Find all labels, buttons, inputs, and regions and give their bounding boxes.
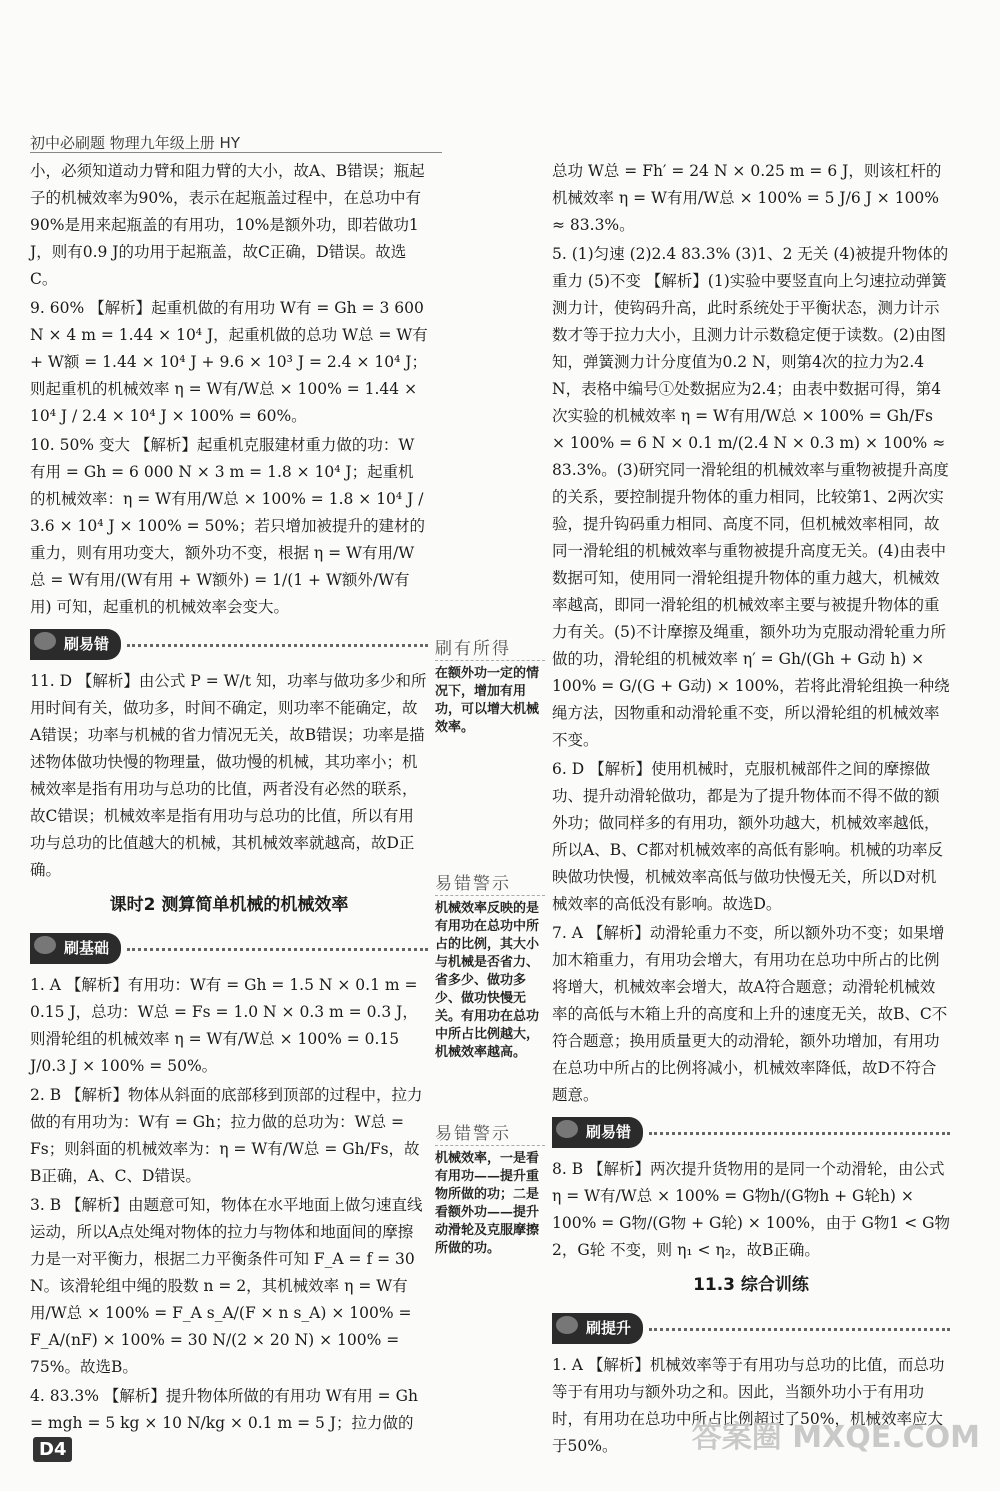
section-title: 11.3 综合训练 (693, 1275, 809, 1295)
paragraph: 7. A 【解析】动滑轮重力不变，所以额外功不变；如果增加木箱重力，有用功会增大，有用功在总功中所占的比例将增大，机械效率会增大，故A符合题意；动滑轮机械效率的高低与木箱上升的高度和上升的速度无关，故B、C不符合题意；换用质量更大的动滑轮，额外功增加，有用功在总功中所占的比例将减小，机械效率降低，故D不符合题意。 (552, 924, 948, 1104)
paragraph: 3. B 【解析】由题意可知，物体在水平地面上做匀速直线运动，所以A点处绳对物体的拉力与物体和地面间的摩擦力是一对平衡力，根据二力平衡条件可知 F_A = f = 30 N。该滑轮组中绳的股数 n = 2，其机械效率 η = W有用/W总 × 100% = F_A s_A/(F × n s_A) × 100% = F_A/(nF) × 100% = 30 N/(2 × 20 N) × 100% = 75%。故选B。 (30, 1196, 423, 1376)
watermark: 答案圈 MXQE.COM (691, 1420, 980, 1455)
page-number: D4 (33, 1437, 72, 1462)
note-text: 机械效率反映的是有用功在总功中所占的比例，其大小与机械是否省力、省多少、做功多少、做功快慢无关。有用功在总功中所占比例越大，机械效率越高。 (435, 901, 540, 1060)
paragraph: 11. D 【解析】由公式 P = W/t 知，功率与做功多少和所用时间有关，做功多，时间不确定，则功率不能确定，故A错误；功率与机械的省力情况无关，故B错误；功率是描述物体做功快慢的物理量，做功慢的机械，其功率小；机械效率是指有用功与总功的比值，两者没有必然的联系，故C错误；机械效率是指有用功与总功的比值，所以有用功与总功的比值越大的机械，其机械效率就越高，故D正确。 (30, 672, 427, 879)
section-tag: 刷易错 (30, 629, 121, 660)
section-tag-row (552, 1111, 950, 1156)
paragraph: 1. A 【解析】有用功：W有 = Gh = 1.5 N × 0.1 m = 0.15 J，总功：W总 = Fs = 1.0 N × 0.3 m = 0.3 J，则滑轮组的机械效率 η = W有/W总 × 100% = 0.15 J/0.3 J × 100% = 50%。 (30, 976, 418, 1075)
note-text: 机械效率，一是看有用功——提升重物所做的功；二是看额外功——提升动滑轮及克服摩擦所做的功。 (435, 1151, 540, 1256)
lesson-title: 课时2 测算简单机械的机械效率 (109, 895, 349, 915)
paragraph: 1. A 【解析】机械效率等于有用功与总功的比值，而总功等于有用功与额外功之和。因此，当额外功小于有用功时，有用功在总功中所占比例超过了50%，机械效率应大于50%。 (552, 1356, 945, 1455)
sidebar-note (435, 875, 545, 1062)
note-title: 易错警示 (435, 1125, 545, 1146)
dotted-rule (649, 1132, 950, 1135)
paragraph: 总功 W总 = Fh′ = 24 N × 0.25 m = 6 J，则该杠杆的机械效率 η = W有用/W总 × 100% = 5 J/6 J × 100% ≈ 83.3%。 (552, 162, 942, 234)
right-column (552, 158, 950, 1462)
note-title: 易错警示 (435, 875, 545, 896)
note-text: 在额外功一定的情况下，增加有用功，可以增大机械效率。 (435, 666, 540, 735)
section-tag-row (30, 623, 428, 668)
paragraph: 2. B 【解析】物体从斜面的底部移到顶部的过程中，拉力做的有用功为：W有 = Gh；拉力做的总功为：W总 = Fs；则斜面的机械效率为：η = W有/W总 = Gh/Fs，故B正确，A、C、D错误。 (30, 1086, 423, 1185)
paragraph: 8. B 【解析】两次提升货物用的是同一个动滑轮，由公式 η = W有/W总 × 100% = G物h/(G物h + G轮h) × 100% = G物/(G物 + G轮) × 100%，由于 G物1 < G物2，G轮 不变，则 η₁ < η₂，故B正确。 (552, 1160, 951, 1259)
paragraph: 5. (1)匀速 (2)2.4 83.3% (3)1、2 无关 (4)被提升物体的重力 (5)不变 【解析】(1)实验中要竖直向上匀速拉动弹簧测力计，使钩码升高，此时系统处于平衡状态，测力计示数才等于拉力大小，且测力计示数稳定便于读数。(2)由图知，弹簧测力计分度值为0.2 N，则第4次的拉力为2.4 N，表格中编号①处数据应为2.4；由表中数据可得，第4次实验的机械效率 η = W有用/W总 × 100% = Gh/Fs × 100% = 6 N × 0.1 m/(2.4 N × 0.3 m) × 100% ≈ 83.3%。(3)研究同一滑轮组的机械效率与重物被提升高度的关系，要控制提升物体的重力相同，比较第1、2两次实验，提升钩码重力相同、高度不同，但机械效率相同，故同一滑轮组的机械效率与重物被提升高度无关。(4)由表中数据可知，使用同一滑轮组提升物体的重力越大，机械效率越高，即同一滑轮组的机械效率主要与被提升物体的重力有关。(5)不计摩擦及绳重，额外功为克服动滑轮重力所做的功，滑轮组的机械效率 η′ = Gh/(Gh + G动 h) × 100% = G/(G + G动) × 100%，若将此滑轮组换一种绕绳方法，因物重和动滑轮重不变，所以滑轮组的机械效率不变。 (552, 245, 950, 749)
paragraph: 4. 83.3% 【解析】提升物体所做的有用功 W有用 = Gh = mgh = 5 kg × 10 N/kg × 0.1 m = 5 J；拉力做的 (30, 1387, 418, 1432)
section-tag-row (552, 1307, 950, 1352)
paragraph: 6. D 【解析】使用机械时，克服机械部件之间的摩擦做功、提升动滑轮做功，都是为了提升物体而不得不做的额外功；做同样多的有用功，额外功越大，机械效率越低，所以A、B、C都对机械效率的高低有影响。机械的功率反映做功快慢，机械效率高低与做功快慢无关，所以D对机械效率的高低没有影响。故选D。 (552, 760, 943, 913)
sidebar-note (435, 1125, 545, 1258)
dotted-rule (127, 948, 428, 951)
dotted-rule (649, 1328, 950, 1331)
section-tag: 刷提升 (552, 1313, 643, 1344)
section-tag-row (30, 927, 428, 972)
section-tag: 刷易错 (552, 1117, 643, 1148)
left-column (30, 158, 428, 1439)
page-header: 初中必刷题 物理九年级上册 HY (30, 134, 240, 152)
note-title: 刷有所得 (435, 640, 545, 661)
sidebar-note (435, 640, 545, 737)
paragraph: 9. 60% 【解析】起重机做的有用功 W有 = Gh = 3 600 N × 4 m = 1.44 × 10⁴ J，起重机做的总功 W总 = W有 + W额 = 1.44 × 10⁴ J + 9.6 × 10³ J = 2.4 × 10⁴ J；则起重机的机械效率 η = W有/W总 × 100% = 1.44 × 10⁴ J / 2.4 × 10⁴ J × 100% = 60%。 (30, 299, 428, 425)
dotted-rule (127, 644, 428, 647)
header-rule (30, 152, 442, 153)
paragraph: 10. 50% 变大 【解析】起重机克服建材重力做的功：W有用 = Gh = 6 000 N × 3 m = 1.8 × 10⁴ J；起重机的机械效率：η = W有用/W总 × 100% = 1.8 × 10⁴ J / 3.6 × 10⁴ J × 100% = 50%；若只增加被提升的建材的重力，则有用功变大，额外功不变，根据 η = W有用/W总 = W有用/(W有用 + W额外) = 1/(1 + W额外/W有用) 可知，起重机的机械效率会变大。 (30, 436, 426, 616)
section-tag: 刷基础 (30, 933, 121, 964)
paragraph: 小，必须知道动力臂和阻力臂的大小，故A、B错误；瓶起子的机械效率为90%，表示在起瓶盖过程中，在总功中有90%是用来起瓶盖的有用功，10%是额外功，即若做功1 J，则有0.9 J的功用于起瓶盖，故C正确，D错误。故选C。 (30, 162, 425, 288)
